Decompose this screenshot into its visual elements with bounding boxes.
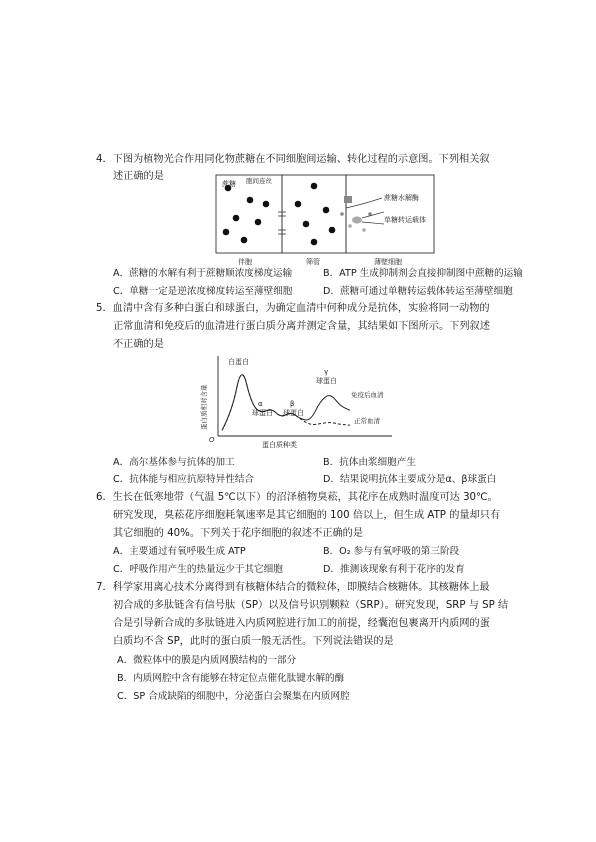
- q6-stem-line2: 研究发现，臭菘花序细胞耗氧速率是其它细胞的 100 倍以上，但生成 ATP 的量却只有: [113, 510, 501, 521]
- chart-annotation-gamma-label: 球蛋白: [316, 377, 337, 385]
- q4-sucrose-transport-figure: [214, 174, 438, 268]
- q7-option-c[interactable]: C．SP 合成缺陷的细胞中，分泌蛋白会聚集在内质网腔: [117, 691, 350, 702]
- chart-annotation-albumin: 白蛋白: [228, 358, 249, 366]
- label-companion-cell: 伴胞: [238, 258, 252, 266]
- q5-option-a[interactable]: A．高尔基体参与抗体的加工: [113, 457, 235, 468]
- invertase-marker: [344, 196, 352, 203]
- chart-ylabel: 蛋白质相对含量: [200, 384, 208, 430]
- chart-annotation-alpha-symbol: α: [258, 400, 263, 408]
- q6-option-a[interactable]: A．主要通过有氧呼吸生成 ATP: [113, 546, 246, 557]
- q6-option-c[interactable]: C．呼吸作用产生的热量远少于其它细胞: [113, 564, 283, 575]
- q5-option-c[interactable]: C．抗体能与相应抗原特异性结合: [113, 474, 255, 485]
- label-transporter: 单糖转运载体: [384, 216, 426, 224]
- chart-annotation-beta-symbol: β: [290, 400, 295, 408]
- sucrose-molecule: [323, 207, 330, 214]
- q4-option-c[interactable]: C．单糖一定是逆浓度梯度转运至薄壁细胞: [113, 286, 293, 297]
- q7-stem-line1: 7．科学家用离心技术分离得到有核糖体结合的微粒体，即膜结合核糖体。其核糖体上最: [96, 582, 490, 593]
- sucrose-molecule: [241, 237, 248, 244]
- q7-stem-line3: 合是引导新合成的多肽链进入内质网腔进行加工的前提，经囊泡包裹离开内质网的蛋: [113, 618, 490, 629]
- q7-stem-line4: 白质均不含 SP，此时的蛋白质一般无活性。下列说法错误的是: [113, 636, 394, 647]
- q6-stem-line3: 其它细胞的 40%。下列关于花序细胞的叙述不正确的是: [113, 528, 364, 539]
- transporter-shape: [352, 217, 362, 224]
- sucrose-molecule: [263, 201, 270, 208]
- sucrose-molecule: [247, 197, 254, 204]
- sucrose-molecule: [303, 221, 310, 228]
- q7-option-b[interactable]: B．内质网腔中含有能够在特定位点催化肽键水解的酶: [117, 673, 345, 684]
- q6-option-b[interactable]: B．O₂ 参与有氧呼吸的第三阶段: [323, 546, 460, 557]
- q7-stem-line2: 初合成的多肽链含有信号肽（SP）以及信号识别颗粒（SRP）。研究发现，SRP 与 SP 结: [113, 600, 509, 611]
- chart-annotation-beta-label: 球蛋白: [283, 409, 304, 417]
- label-sieve-tube: 筛管: [306, 258, 320, 266]
- label-plasmodesmata: 胞间连丝: [246, 177, 272, 185]
- chart-annotation-gamma-symbol: γ: [324, 368, 329, 376]
- label-invertase: 蔗糖水解酶: [384, 194, 419, 202]
- chart-origin: O: [209, 436, 215, 444]
- label-sucrose: 蔗糖: [222, 180, 236, 188]
- parenchyma-cell-box: [346, 175, 434, 253]
- q4-stem-line2: 述正确的是: [113, 171, 164, 182]
- sucrose-molecule: [233, 215, 240, 222]
- q4-stem-line1: 4．下图为植物光合作用同化物蔗糖在不同细胞间运输、转化过程的示意图。下列相关叙: [96, 154, 490, 165]
- q5-protein-chart: [200, 354, 400, 454]
- sucrose-molecule: [329, 227, 336, 234]
- q7-option-a[interactable]: A．微粒体中的膜是内质网膜结构的一部分: [117, 655, 297, 666]
- sucrose-molecule: [295, 201, 302, 208]
- q4-option-b[interactable]: B．ATP 生成抑制剂会直接抑制图中蔗糖的运输: [323, 268, 523, 279]
- chart-legend-normal: 正常血清: [354, 417, 380, 425]
- chart-xlabel: 蛋白质种类: [262, 441, 297, 449]
- chart-legend-immune: 免疫后血清: [351, 391, 384, 399]
- q6-option-d[interactable]: D．推测该现象有利于花序的发育: [323, 564, 465, 575]
- sucrose-molecule: [255, 219, 262, 226]
- q5-stem-line1: 5．血清中含有多种白蛋白和球蛋白，为确定血清中何种成分是抗体，实验将同一动物的: [96, 303, 490, 314]
- label-parenchyma-cell: 薄壁细胞: [374, 258, 402, 266]
- q6-stem-line1: 6．生长在低寒地带（气温 5℃以下）的沼泽植物臭菘，其花序在成熟时温度可达 30℃。: [96, 492, 498, 503]
- q4-option-a[interactable]: A．蔗糖的水解有利于蔗糖顺浓度梯度运输: [113, 268, 293, 279]
- sucrose-molecule: [311, 239, 318, 246]
- sucrose-molecule: [223, 229, 230, 236]
- q5-option-b[interactable]: B．抗体由浆细胞产生: [323, 457, 416, 468]
- chart-annotation-alpha-label: 球蛋白: [252, 409, 273, 417]
- q4-option-d[interactable]: D．蔗糖可通过单糖转运载体转运至薄壁细胞: [323, 286, 513, 297]
- q5-stem-line2: 正常血清和免疫后的血清进行蛋白质分离并测定含量，其结果如下图所示。下列叙述: [113, 321, 490, 332]
- q5-stem-line3: 不正确的是: [113, 339, 164, 350]
- q5-option-d[interactable]: D．结果说明抗体主要成分是α、β球蛋白: [323, 474, 497, 485]
- sucrose-molecule: [311, 183, 318, 190]
